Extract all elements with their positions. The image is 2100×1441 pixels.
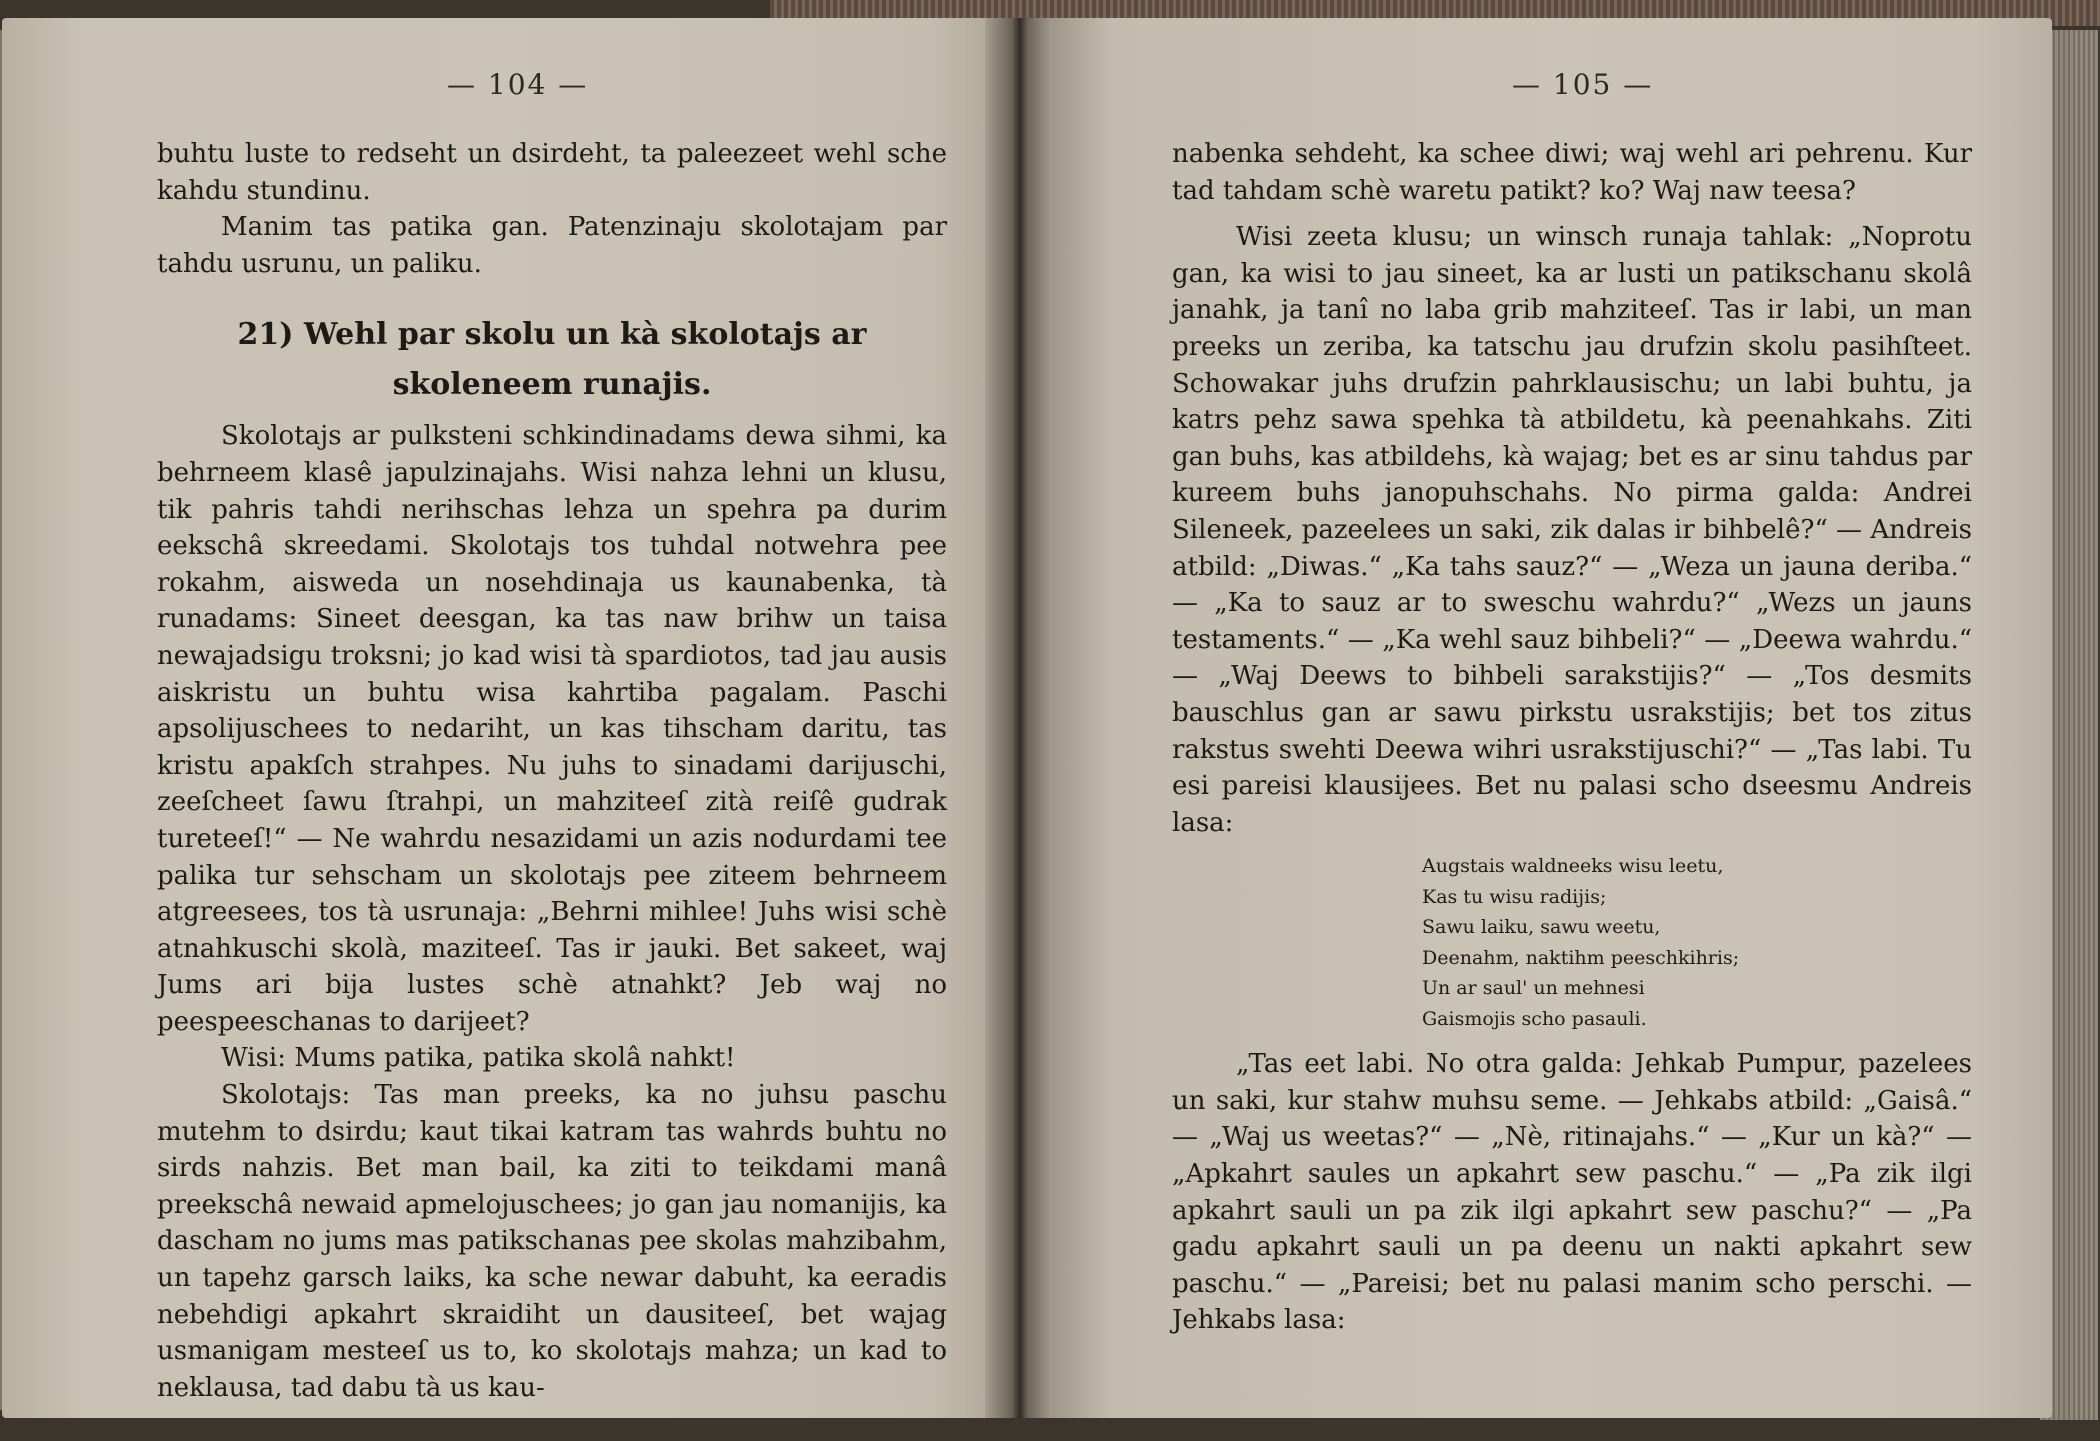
paragraph: Manim tas patika gan. Patenzinaju skolotajam par tahdu usrunu, un paliku. [157,212,947,279]
left-page [2,18,1007,1418]
paragraph: buhtu luste to redseht un dsirdeht, ta paleezeet wehl sche kahdu stundinu. [157,139,947,206]
paragraph: Wisi: Mums patika, patika skolâ nahkt! [221,1043,736,1074]
poem-line: Un ar saul' un mehnesi [1422,977,1645,1000]
page-number: — 104 — [447,68,589,101]
left-page-text [157,136,947,1406]
book-gutter [985,18,1052,1418]
paragraph: Skolotajs: Tas man preeks, ka no juhsu paschu mutehm to dsirdu; kaut tikai katram tas wahrds buhtu no sirds nahzis. Bet man bail, ka ziti to teikdami manâ preekschâ newaid apmelojuschees; jo gan jau nomanijis, ka dascham no jums mas patikschanas pee skolas mahzibahm, un tapehz garsch laiks, ka sche newar dabuht, ka eeradis nebehdigi apkahrt skraidiht un dausiteeſ, bet wajag usmanigam mesteeſ us to, ko skolotajs mahza; un kad to neklausa, tad dabu tà us kau- [157,1080,947,1403]
poem-line: Deenahm, naktihm peeschkihris; [1422,946,1740,969]
poem [1422,851,1972,1034]
page-number: — 105 — [1512,68,1654,101]
paragraph: Skolotajs ar pulksteni schkindinadams dewa sihmi, ka behrneem klasê japulzinajahs. Wisi nahza lehni un klusu, tik pahris tahdi nerihschas lehza un spehra pa durim eekschâ skreedami. Skolotajs tos tuhdal notwehra pee rokahm, aiswedа un nosehdinaja us kaunabenka, tà runadams: Sineet deesgan, ka tas naw brihw un taisa newajadsigu troksni; jo kad wisi tà spardiotos, tad jau ausis aiskristu un buhtu wisa kahrtiba pagalam. Paschi apsolijuschees to nedariht, un kas tihscham daritu, tas kristu apakſch strahpes. Nu juhs to sinadami darijuschi, zeeſcheet ſawu ſtrahpi, un mahziteeſ zità reiſê gudrak tureteeſ!“ — Ne wahrdu nesazidami un azis nodurdami tee palika tur sehscham un skolotajs pee ziteem behrneem atgreesees, tos tà usrunaja: „Behrni mihlee! Juhs wisi schè atnahkuschi skolà, maziteeſ. Tas ir jauki. Bet sakeet, waj Jums ari bija lustes schè atnahkt? Jeb waj no peespeeschanas to darijeet? [157,421,947,1037]
poem-line: Sawu laiku, sawu weetu, [1422,916,1661,939]
poem-line: Gaismojis scho pasauli. [1422,1007,1647,1030]
section-title: 21) Wehl par skolu un kà skolotajs ar skoleneem runajis. [237,317,867,403]
right-page [1052,18,2052,1418]
right-page-text [1172,136,1972,1339]
paragraph: Wisi zeeta klusu; un winsch runaja tahlak: „Noprotu gan, ka wisi to jau sineet, ka ar lusti un patikschanu skolâ janahk, ja tanî no laba grib mahziteeſ. Tas ir labi, un man preeks un zeriba, ka tatschu jau drufzin skolu pasihſteet. Schowakar juhs drufzin pahrklausischu; un labi buhtu, ja katrs pehz sawa spehka tà atbildetu, kà peenahkahs. Ziti gan buhs, kas atbildehs, kà wajag; bet es ar sinu tahdus par kureem buhs janopuhschahs. No pirma galda: Andrei Sileneek, pazeelees un saki, zik dalas ir bihbelê?“ — Andreis atbild: „Diwas.“ „Ka tahs sauz?“ — „Weza un jauna deriba.“ — „Ka to sauz ar to sweschu wahrdu?“ „Wezs un jauns testaments.“ — „Ka wehl sauz bihbeli?“ — „Deewa wahrdu.“ — „Waj Deews to bihbeli sarakstijis?“ — „Tos desmits bauschlus gan ar sawu pirkstu usrakstijis; bet tos zitus rakstus swehti Deewa wihri usrakstijuschi?“ — „Tas labi. Tu esi pareisi klausijees. Bet nu palasi scho dseesmu Andreis lasa: [1172,222,1972,838]
poem-line: Kas tu wisu radijis; [1422,885,1607,908]
poem-line: Augstais waldneeks wisu leetu, [1422,855,1724,878]
paragraph: „Tas eet labi. No otra galda: Jehkab Pumpur, pazelees un saki, kur stahw muhsu seme. — Jehkabs atbild: „Gaisâ.“ — „Waj us weetas?“ — „Nè, ritinajahs.“ — „Kur un kà?“ — „Apkahrt saules un apkahrt sew paschu.“ — „Pa zik ilgi apkahrt sauli un pa zik ilgi apkahrt sew paschu?“ — „Pa gadu apkahrt sauli un pa deenu un nakti apkahrt sew paschu.“ — „Pareisi; bet nu palasi manim scho perschi. — Jehkabs lasa: [1172,1049,1972,1336]
paragraph: nabenka sehdeht, ka schee diwi; waj wehl ari pehrenu. Kur tad tahdam schè waretu patikt? ko? Waj naw teesa? [1172,139,1972,206]
